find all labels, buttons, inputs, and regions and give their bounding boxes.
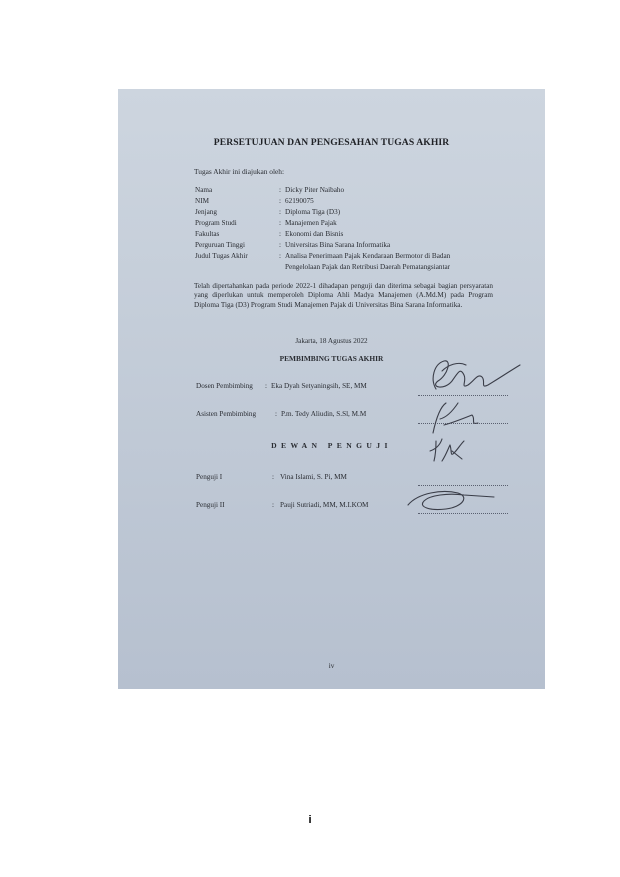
penguji-2-name: Pauji Sutriadi, MM, M.I.KOM bbox=[280, 501, 369, 509]
dewan-penguji-heading: DEWAN PENGUJI bbox=[271, 441, 392, 450]
place-date: Jakarta, 18 Agustus 2022 bbox=[295, 337, 368, 345]
signature-line bbox=[418, 395, 508, 396]
field-value-fakultas: Ekonomi dan Bisnis bbox=[285, 230, 344, 238]
field-label-nama: Nama bbox=[195, 186, 213, 194]
asisten-pembimbing-name: P.m. Tedy Aliudin, S.Sl, M.M bbox=[281, 410, 367, 418]
field-separator: : bbox=[272, 473, 274, 481]
asisten-pembimbing-label: Asisten Pembimbing bbox=[196, 410, 257, 418]
field-label-perguruan-tinggi: Perguruan Tinggi bbox=[195, 241, 245, 249]
field-separator: : bbox=[265, 382, 267, 390]
dosen-pembimbing-signature bbox=[442, 363, 466, 371]
field-separator: : bbox=[279, 219, 281, 227]
field-separator: : bbox=[279, 230, 281, 238]
penguji-1-name: Vina Islami, S. Pi, MM bbox=[280, 473, 347, 481]
field-label-jenjang: Jenjang bbox=[195, 208, 217, 216]
field-label-nim: NIM bbox=[195, 197, 209, 205]
field-separator: : bbox=[279, 186, 281, 194]
page-roman-numeral: i bbox=[308, 814, 312, 826]
document-page-number: iv bbox=[328, 662, 335, 670]
field-separator: : bbox=[279, 252, 281, 260]
scanned-approval-page bbox=[118, 89, 545, 689]
field-value-judul-continued: Pengelolaan Pajak dan Retribusi Daerah Pematangsiantar bbox=[285, 263, 451, 271]
field-separator: : bbox=[272, 501, 274, 509]
field-value-perguruan-tinggi: Universitas Bina Sarana Informatika bbox=[285, 241, 391, 249]
penguji-2-label: Penguji II bbox=[196, 501, 225, 509]
field-separator: : bbox=[275, 410, 277, 418]
dosen-pembimbing-name: Eka Dyah Setyaningsih, SE, MM bbox=[271, 382, 367, 390]
field-value-nama: Dicky Piter Naibaho bbox=[285, 186, 345, 194]
field-label-fakultas: Fakultas bbox=[195, 230, 220, 238]
signature-line bbox=[418, 485, 508, 486]
signature-line bbox=[418, 513, 508, 514]
field-separator: : bbox=[279, 208, 281, 216]
dosen-pembimbing-signature bbox=[433, 361, 520, 389]
field-value-jenjang: Diploma Tiga (D3) bbox=[285, 208, 341, 216]
field-separator: : bbox=[279, 197, 281, 205]
document-title: PERSETUJUAN DAN PENGESAHAN TUGAS AKHIR bbox=[213, 137, 450, 148]
field-value-nim: 62190075 bbox=[285, 197, 314, 205]
field-value-program-studi: Manajemen Pajak bbox=[285, 219, 337, 227]
asisten-pembimbing-signature bbox=[433, 403, 478, 433]
field-separator: : bbox=[279, 241, 281, 249]
statement-paragraph: Telah dipertahankan pada periode 2022-1 dihadapan penguji dan diterima sebagai bagian persyaratan yang diperlukan untuk memperoleh Diploma Ahli Madya Manajemen (A.Md.M) pada Program Diploma Tiga (D3) Program Studi Manajemen Pajak di Universitas Bina Sarana Informatika. bbox=[194, 282, 493, 309]
field-label-judul: Judul Tugas Akhir bbox=[195, 252, 248, 260]
penguji-2-signature bbox=[408, 492, 494, 510]
field-label-program-studi: Program Studi bbox=[195, 219, 237, 227]
penguji-1-label: Penguji I bbox=[196, 473, 223, 481]
pembimbing-heading: PEMBIMBING TUGAS AKHIR bbox=[279, 354, 384, 363]
field-value-judul: Analisa Penerimaan Pajak Kendaraan Bermotor di Badan bbox=[285, 252, 451, 260]
intro-text: Tugas Akhir ini diajukan oleh: bbox=[194, 167, 285, 176]
signature-line bbox=[418, 423, 508, 424]
dosen-pembimbing-label: Dosen Pembimbing bbox=[196, 382, 253, 390]
